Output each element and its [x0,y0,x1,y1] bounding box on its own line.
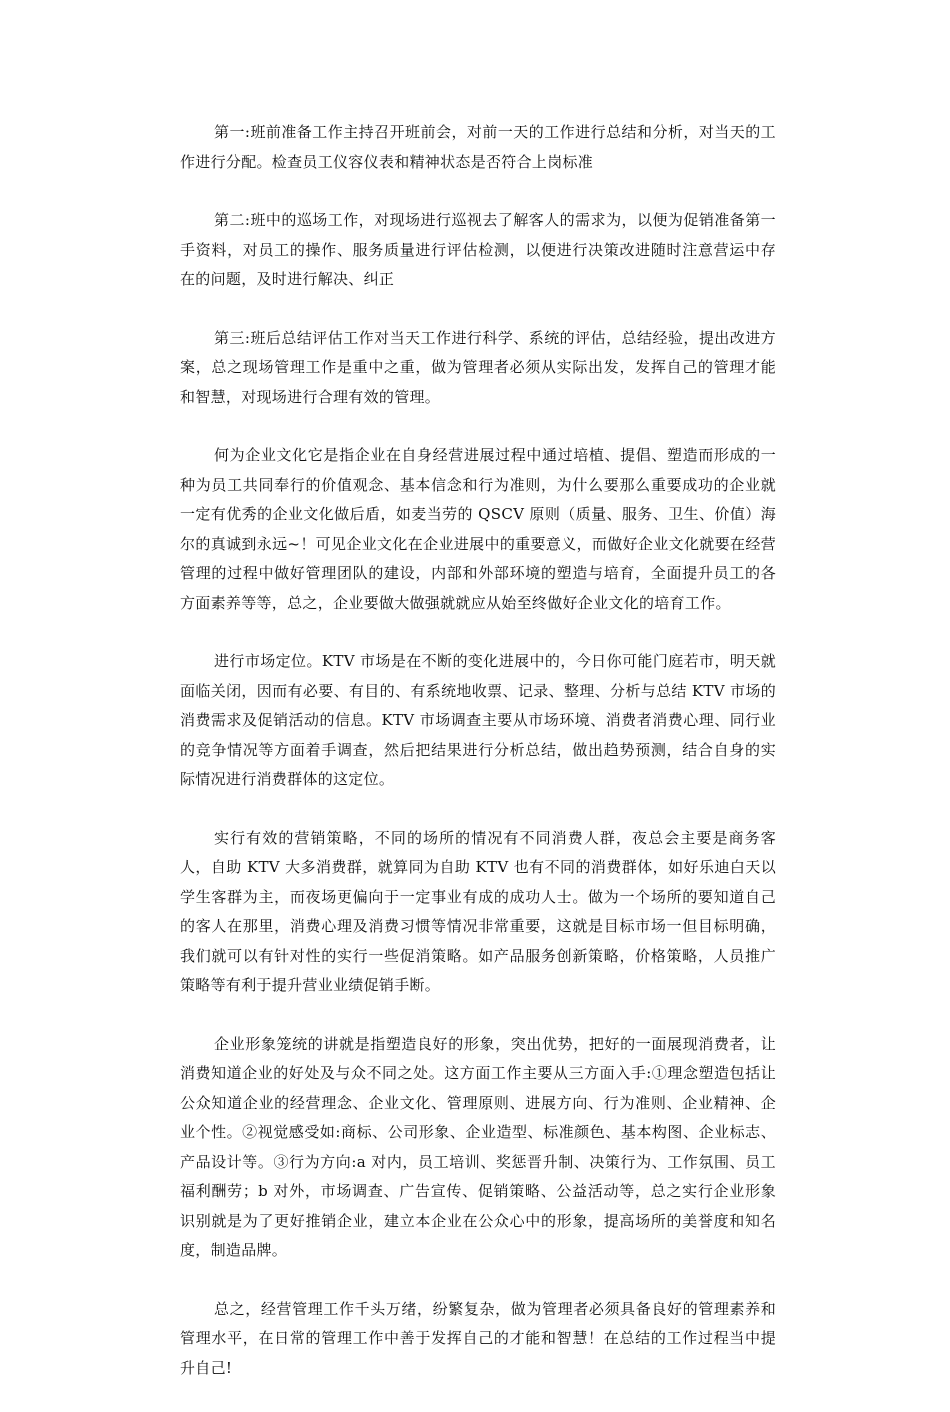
paragraph-shift-before: 第一:班前准备工作主持召开班前会，对前一天的工作进行总结和分析，对当天的工作进行分配。检查员工仪容仪表和精神状态是否符合上岗标准 [180,123,776,171]
paragraph-shift-during: 第二:班中的巡场工作，对现场进行巡视去了解客人的需求为，以便为促销准备第一手资料，对员工的操作、服务质量进行评估检测，以便进行决策改进随时注意营运中存在的问题，及时进行解决、纠正 [180,211,776,288]
paragraph-conclusion: 总之，经营管理工作千头万绪，纷繁复杂，做为管理者必须具备良好的管理素养和管理水平，在日常的管理工作中善于发挥自己的才能和智慧！在总结的工作过程当中提升自己! [180,1299,776,1377]
paragraph-corporate-culture: 何为企业文化它是指企业在自身经营进展过程中通过培植、提倡、塑造而形成的一种为员工共同奉行的价值观念、基本信念和行为准则，为什么要那么重要成功的企业就一定有优秀的企业文化做后盾，如麦当劳的 QSCV 原则（质量、服务、卫生、价值）海尔的真诚到永远~！可见企业文化在企业进展中的重要意义，而做好企业文化就要在经营管理的过程中做好管理团队的建设，内部和外部环境的塑造与培育，全面提升员工的各方面素养等等，总之，企业要做大做强就就应从始至终做好企业文化的培育工作。 [180,446,776,612]
paragraph-market-positioning: 进行市场定位。KTV 市场是在不断的变化进展中的，今日你可能门庭若市，明天就面临关闭，因而有必要、有目的、有系统地收票、记录、整理、分析与总结 KTV 市场的消费需求及促销活动的信息。KTV 市场调查主要从市场环境、消费者消费心理、同行业的竞争情况等方面着手调查，然后把结果进行分析总结，做出趋势预测，结合自身的实际情况进行消费群体的这定位。 [180,652,776,788]
document-body [180,118,776,1412]
paragraph-corporate-image: 企业形象笼统的讲就是指塑造良好的形象，突出优势，把好的一面展现消费者，让消费知道企业的好处及与众不同之处。这方面工作主要从三方面入手:①理念塑造包括让公众知道企业的经营理念、企业文化、管理原则、进展方向、行为准则、企业精神、企业个性。②视觉感受如:商标、公司形象、企业造型、标准颜色、基本构图、企业标志、产品设计等。③行为方向:a 对内，员工培训、奖惩晋升制、决策行为、工作氛围、员工福利酬劳；b 对外，市场调查、广告宣传、促销策略、公益活动等，总之实行企业形象识别就是为了更好推销企业，建立本企业在公众心中的形象，提高场所的美誉度和知名度，制造品牌。 [180,1034,776,1259]
paragraph-marketing-strategy: 实行有效的营销策略，不同的场所的情况有不同消费人群，夜总会主要是商务客人，自助 KTV 大多消费群，就算同为自助 KTV 也有不同的消费群体，如好乐迪白天以学生客群为主，而夜场更偏向于一定事业有成的成功人士。做为一个场所的要知道自己的客人在那里，消费心理及消费习惯等情况非常重要，这就是目标市场一但目标明确，我们就可以有针对性的实行一些促消策略。如产品服务创新策略，价格策略，人员推广策略等有利于提升营业业绩促销手断。 [180,828,776,994]
paragraph-shift-after: 第三:班后总结评估工作对当天工作进行科学、系统的评估，总结经验，提出改进方案，总之现场管理工作是重中之重，做为管理者必须从实际出发，发挥自己的管理才能和智慧，对现场进行合理有效的管理。 [180,328,776,406]
